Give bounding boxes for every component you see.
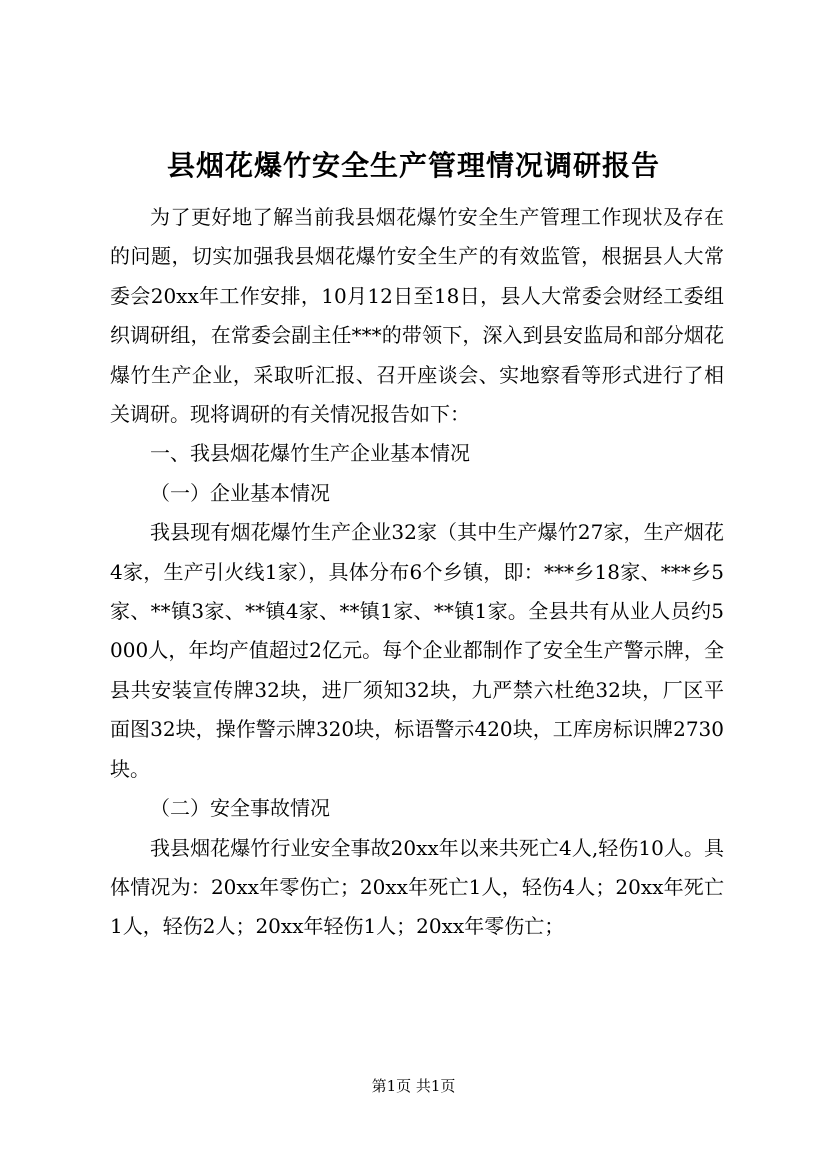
subsection-2-paragraph: 我县烟花爆竹行业安全事故20xx年以来共死亡4人,轻伤10人。具体情况为：20xx年零伤亡；20xx年死亡1人，轻伤4人；20xx年死亡1人，轻伤2人；20xx年轻伤1人；20xx年零伤亡； xyxy=(110,835,724,939)
document-title: 县烟花爆竹安全生产管理情况调研报告 xyxy=(166,149,660,182)
subsection-1-heading: （一）企业基本情况 xyxy=(150,480,330,505)
subsection-1-paragraph: 我县现有烟花爆竹生产企业32家（其中生产爆竹27家，生产烟花4家，生产引火线1家），具体分布6个乡镇，即：***乡18家、***乡5家、**镇3家、**镇4家、**镇1家、**镇1家。全县共有从业人员约5000人，年均产值超过2亿元。每个企业都制作了安全生产警示牌，全县共安装宣传牌32块，进厂须知32块，九严禁六杜绝32块，厂区平面图32块，操作警示牌320块，标语警示420块，工库房标识牌2730块。 xyxy=(110,520,724,781)
subsection-2-heading: （二）安全事故情况 xyxy=(150,796,330,821)
document-body xyxy=(110,198,724,947)
section-1-heading: 一、我县烟花爆竹生产企业基本情况 xyxy=(150,441,470,466)
intro-paragraph: 为了更好地了解当前我县烟花爆竹安全生产管理工作现状及存在的问题，切实加强我县烟花爆竹安全生产的有效监管，根据县人大常委会20xx年工作安排，10月12日至18日，县人大常委会财经工委组织调研组，在常委会副主任***的带领下，深入到县安监局和部分烟花爆竹生产企业，采取听汇报、召开座谈会、实地察看等形式进行了相关调研。现将调研的有关情况报告如下： xyxy=(110,205,724,427)
page-number-footer: 第1页 共1页 xyxy=(371,1077,456,1095)
